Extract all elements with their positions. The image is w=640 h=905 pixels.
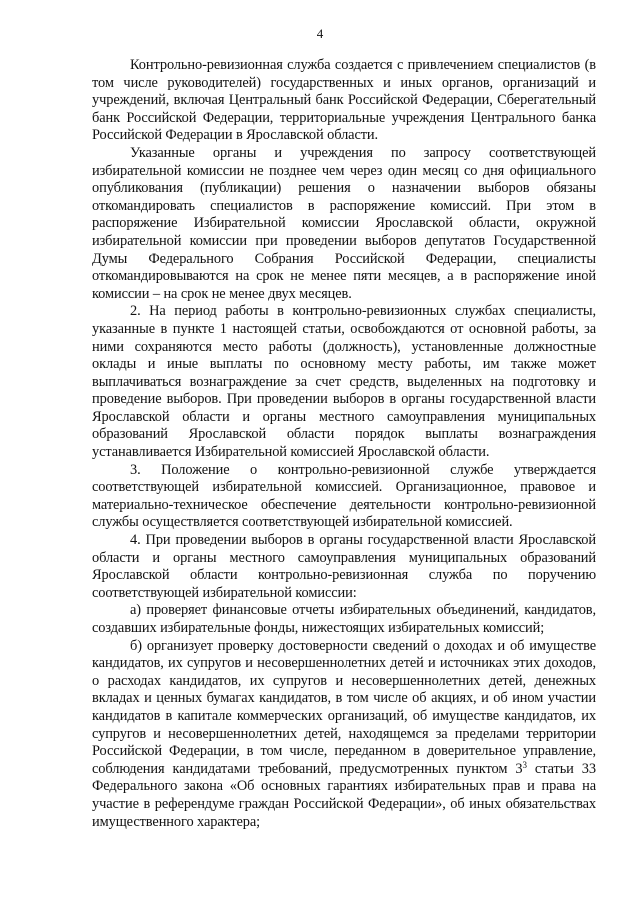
page-number: 4	[316, 26, 324, 41]
paragraph-item-2: 2. На период работы в контрольно-ревизионных службах специалисты, указанные в пункте 1 настоящей статьи, освобождаются от основной работы, за ними сохраняются место работы (должность), установленные должностные оклады и иные выплаты по основному месту работы, им также может выплачиваться вознаграждение за счет средств, выделенных на подготовку и проведение выборов. При проведении выборов в органы государственной власти Ярославской области и органы местного самоуправления муниципальных образований Ярославской области порядок выплаты вознаграждения устанавливается Избирательной комиссией Ярославской области.	[92, 303, 596, 461]
subitem-b-text-start: б) организует проверку достоверности сведений о доходах и об имуществе кандидатов, их супругов и несовершеннолетних детей и источниках этих доходов, о расходах кандидатов, их супругов и несовершеннолетних детей, денежных вкладах и ценных бумагах кандидатов, в том числе об акциях, и об ином участии кандидатов в капитале коммерческих организаций, об имуществе кандидатов, их супругов и несовершеннолетних детей, находящемся за пределами территории Российской Федерации, в том числе, переданном в доверительное управление, соблюдения кандидатами требований, предусмотренных пунктом 3	[92, 637, 596, 777]
document-body	[92, 57, 596, 831]
paragraph-item-4: 4. При проведении выборов в органы государственной власти Ярославской области и органы местного самоуправления муниципальных образований Ярославской области контрольно-ревизионная служба по поручению соответствующей избирательной комиссии:	[92, 532, 596, 601]
paragraph-secondment: Указанные органы и учреждения по запросу соответствующей избирательной комиссии не позднее чем через один месяц со дня официального опубликования (публикации) решения о назначении выборов обязаны откомандировать специалистов в распоряжение комиссий. При этом в распоряжение Избирательной комиссии Ярославской области, окружной избирательной комиссии при проведении выборов депутатов Государственной Думы Федерального Собрания Российской Федерации, специалисты откомандировываются на срок не менее пяти месяцев, а в распоряжение иной комиссии – на срок не менее двух месяцев.	[92, 144, 596, 302]
subitem-b-text-end: статьи 33 Федерального закона «Об основных гарантиях избирательных прав и права на участие в референдуме граждан Российской Федерации», об иных обязательствах имущественного характера;	[92, 760, 596, 830]
clause-superscript: 3	[522, 759, 527, 770]
paragraph-service-staffing: Контрольно-ревизионная служба создается с привлечением специалистов (в том числе руководителей) государственных и иных органов, организаций и учреждений, включая Центральный банк Российской Федерации, Сберегательный банк Российской Федерации, территориальные учреждения Центрального банка Российской Федерации в Ярославской области.	[92, 57, 596, 144]
paragraph-subitem-a: а) проверяет финансовые отчеты избирательных объединений, кандидатов, создавших избирательные фонды, нижестоящих избирательных комиссий;	[92, 602, 596, 636]
paragraph-item-3: 3. Положение о контрольно-ревизионной службе утверждается соответствующей избирательной комиссией. Организационное, правовое и материально-техническое обеспечение деятельности контрольно-ревизионной службы осуществляется соответствующей избирательной комиссией.	[92, 461, 596, 531]
paragraph-subitem-b	[92, 638, 596, 832]
